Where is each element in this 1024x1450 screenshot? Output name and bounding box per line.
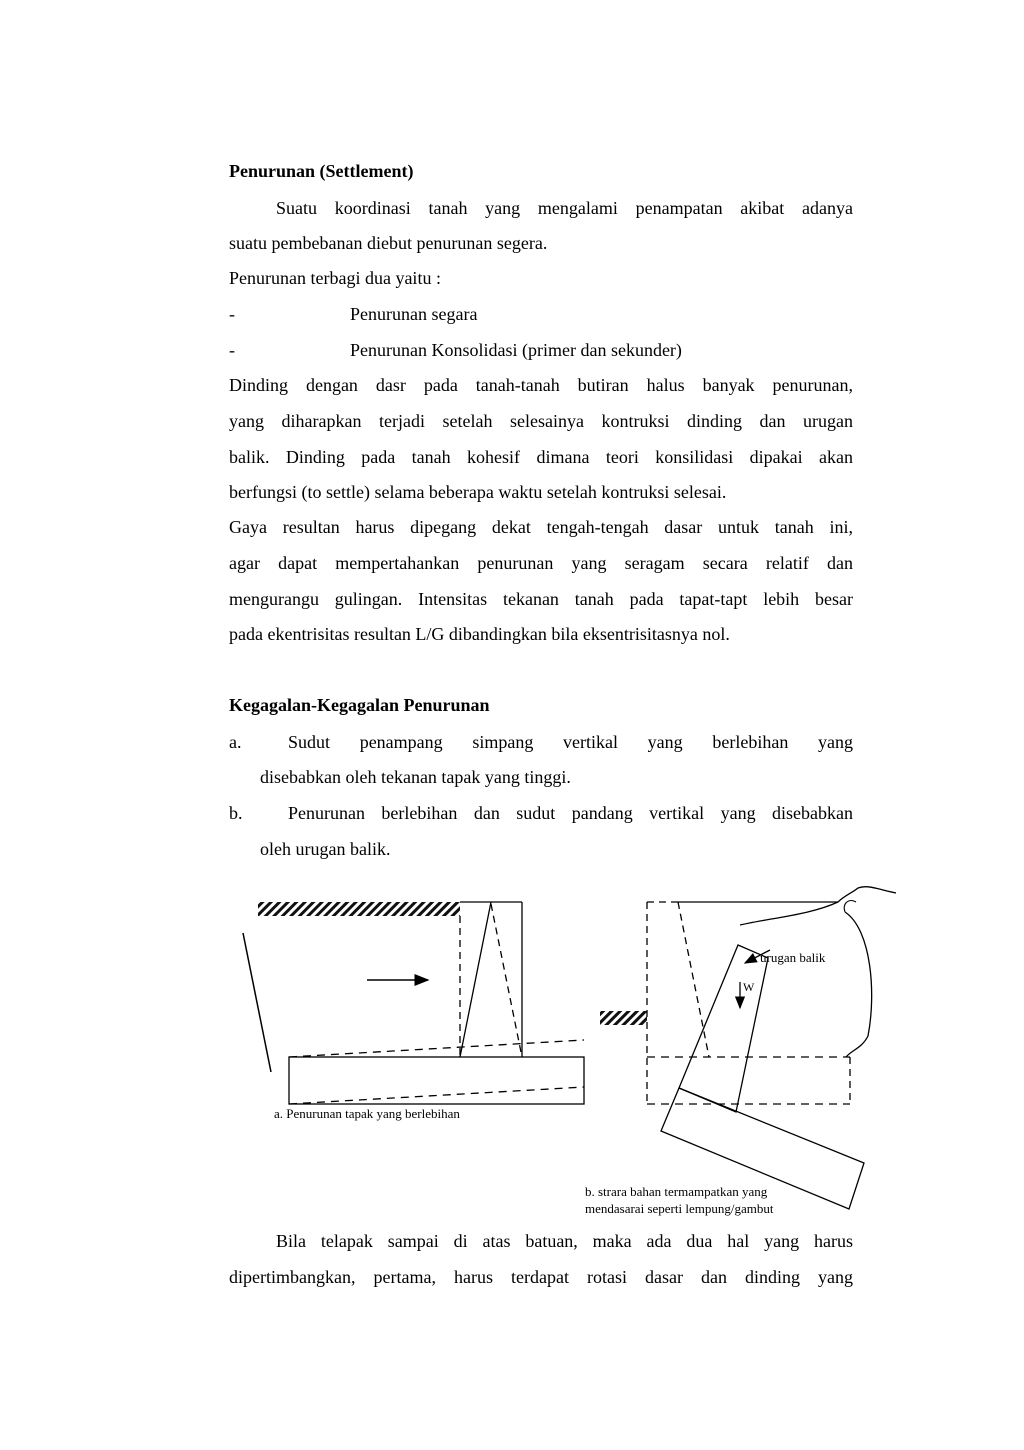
ground-hatch [258, 902, 460, 916]
label-urugan-balik: urugan balik [760, 950, 826, 965]
list-marker: - [229, 304, 235, 324]
paragraph-line: balik. Dinding pada tanah kohesif dimana teori konsilidasi dipakai akan [229, 447, 853, 467]
slope-line [243, 933, 271, 1072]
list-item-line: oleh urugan balik. [260, 839, 391, 859]
paragraph-line: pada ekentrisitas resultan L/G dibandingkan bila eksentrisitasnya nol. [229, 624, 730, 644]
paragraph-line: berfungsi (to settle) selama beberapa waktu setelah kontruksi selesai. [229, 482, 727, 502]
paragraph-line: yang diharapkan terjadi setelah selesainya kontruksi dinding dan urugan [229, 411, 853, 431]
paragraph-line: mengurangu gulingan. Intensitas tekanan tanah pada tapat-tapt lebih besar [229, 589, 853, 609]
section-heading-settlement: Penurunan (Settlement) [229, 161, 414, 181]
diagram-a [243, 902, 584, 1104]
caption-diagram-a: a. Penurunan tapak yang berlebihan [274, 1106, 460, 1121]
paragraph-line: Penurunan terbagi dua yaitu : [229, 268, 441, 288]
ground-hatch [600, 1011, 647, 1025]
paragraph-line: suatu pembebanan diebut penurunan segera. [229, 233, 548, 253]
list-item: Penurunan segara [350, 304, 478, 324]
paragraph-line: Dinding dengan dasr pada tanah-tanah butiran halus banyak penurunan, [229, 375, 853, 395]
list-item-line: Penurunan berlebihan dan sudut pandang vertikal yang disebabkan [288, 803, 853, 823]
list-marker: - [229, 340, 235, 360]
list-item: Penurunan Konsolidasi (primer dan sekunder) [350, 340, 682, 360]
paragraph-line: agar dapat mempertahankan penurunan yang seragam secara relatif dan [229, 553, 853, 573]
list-item-line: disebabkan oleh tekanan tapak yang tinggi. [260, 767, 571, 787]
caption-diagram-b-line2: mendasarai seperti lempung/gambut [585, 1201, 774, 1216]
list-marker: b. [229, 803, 243, 823]
caption-diagram-b-line1: b. strara bahan termampatkan yang [585, 1184, 768, 1199]
list-item-line: Sudut penampang simpang vertikal yang berlebihan yang [288, 732, 853, 752]
diagram-b [600, 887, 896, 1209]
label-weight: W [743, 980, 755, 994]
paragraph-line: Gaya resultan harus dipegang dekat tengah-tengah dasar untuk tanah ini, [229, 517, 853, 537]
paragraph-line: dipertimbangkan, pertama, harus terdapat rotasi dasar dan dinding yang [229, 1267, 853, 1287]
tilted-wall [679, 945, 768, 1112]
list-marker: a. [229, 732, 242, 752]
section-heading-failures: Kegagalan-Kegagalan Penurunan [229, 695, 490, 715]
paragraph-line: Bila telapak sampai di atas batuan, maka ada dua hal yang harus [276, 1231, 853, 1251]
footing [289, 1057, 584, 1104]
paragraph-line: Suatu koordinasi tanah yang mengalami penampatan akibat adanya [276, 198, 853, 218]
